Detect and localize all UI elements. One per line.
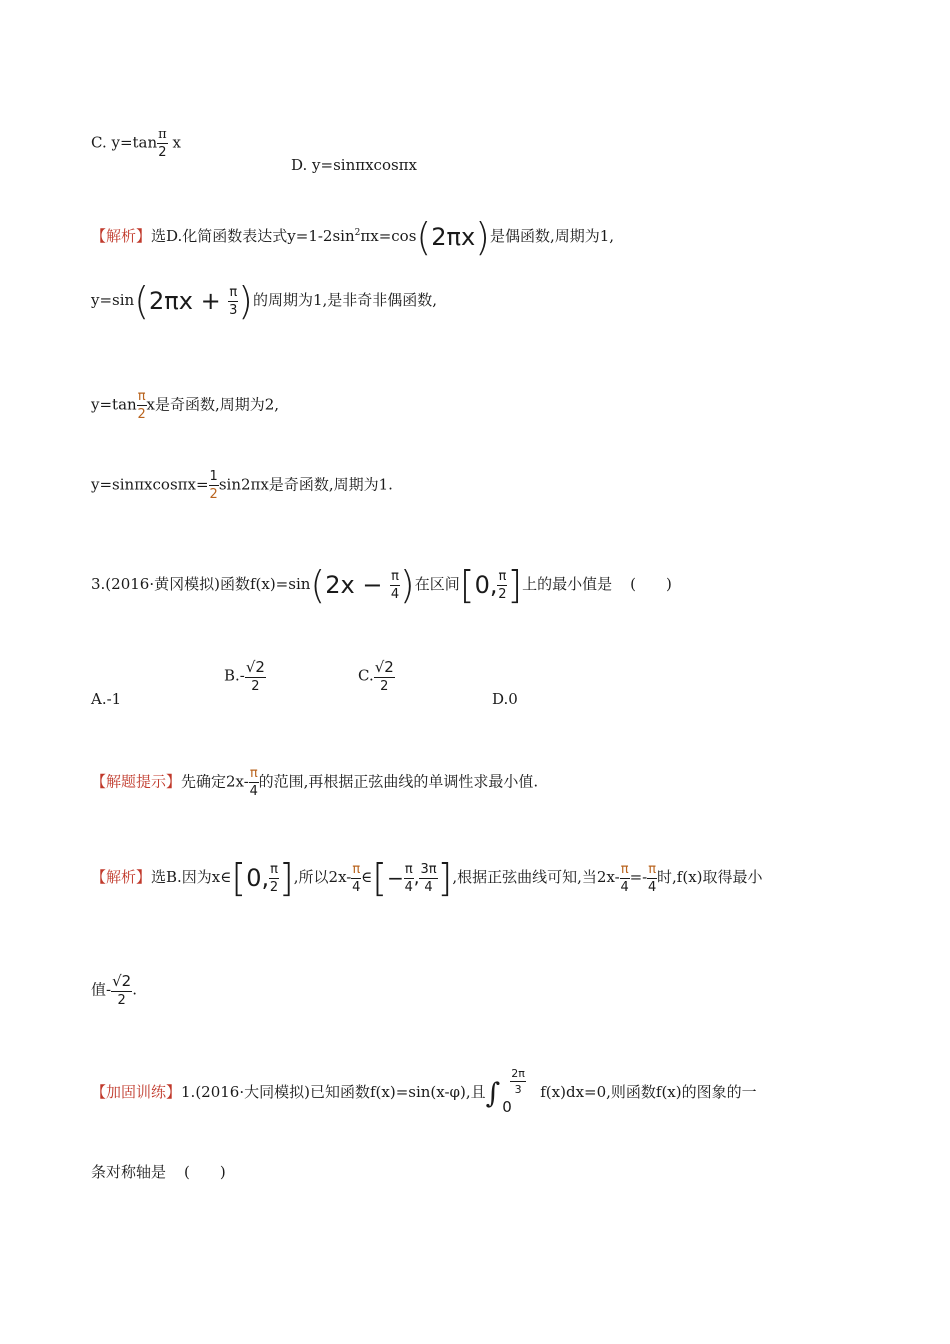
fraction: $\frac{\pi}{4}$ — [352, 861, 361, 895]
option-c: C. y=tan $\frac{\pi}{2}$ x — [91, 127, 181, 160]
integral-limits: $\frac{2\pi}{3}$ 0 — [502, 1067, 525, 1116]
fraction: $\frac{√2}{2}$ — [374, 658, 394, 694]
fraction: $\frac{√2}{2}$ — [245, 658, 265, 694]
practice: 【加固训练】1.(2016·大同模拟)已知函数f(x)=sin(x-φ),且∫ $\frac{2\pi}{3}$ 0 f(x)dx=0,则函数f(x)的图象的一 — [91, 1067, 757, 1116]
q3-option-d: D.0 — [492, 690, 518, 708]
practice-end: 条对称轴是 ( ) — [91, 1163, 226, 1181]
fraction: $\frac{\pi}{2}$ — [269, 861, 279, 895]
fraction: $\frac{√2}{2}$ — [112, 972, 132, 1008]
line-prod: y=sinπxcosπx= $\frac{1}{2}$ sin2πx是奇函数,周期为1. — [91, 469, 393, 502]
analysis-2-end: 值- $\frac{√2}{2}$ . — [91, 972, 137, 1008]
option-d: D. y=sinπxcosπx — [291, 156, 417, 174]
hint: 【解题提示】先确定2x- $\frac{\pi}{4}$ 的范围,再根据正弦曲线的单调性求最小值. — [91, 766, 539, 799]
q3-option-b: B.- $\frac{√2}{2}$ — [224, 658, 265, 694]
line-sin: y=sin(2πx + $\frac{\pi}{3}$ )的周期为1,是非奇非偶函数, — [91, 279, 438, 323]
option-c-label: C. y=tan — [91, 133, 158, 152]
analysis-1: 【解析】选D.化简函数表达式$y=1-2\sin^2\pi x=\cos(2\pi x)$是偶函数,周期为1, — [91, 215, 615, 259]
q3-option-c: C. $\frac{√2}{2}$ — [358, 658, 394, 694]
hint-tag: 【解题提示】 — [91, 772, 182, 791]
fraction: $\frac{\pi}{2}$ — [137, 389, 146, 422]
fraction: $\frac{\pi}{4}$ — [620, 861, 629, 895]
analysis-tag: 【解析】 — [91, 227, 152, 245]
fraction: $\frac{\pi}{4}$ — [249, 766, 258, 799]
fraction: $\frac{\pi}{2}$ — [158, 127, 167, 160]
fraction: $\frac{\pi}{4}$ — [390, 568, 400, 602]
practice-tag: 【加固训练】 — [91, 1083, 182, 1101]
analysis-tag: 【解析】 — [91, 868, 152, 886]
fraction: $\frac{\pi}{2}$ — [498, 568, 507, 602]
fraction: $\frac{1}{2}$ — [209, 469, 218, 502]
fraction: $\frac{\pi}{4}$ — [404, 861, 413, 895]
fraction: $\frac{\pi}{3}$ — [229, 284, 238, 318]
q3-option-a: A.-1 — [91, 690, 122, 708]
integral-sign: ∫ — [485, 1076, 501, 1110]
fraction: $\frac{\pi}{4}$ — [647, 861, 657, 895]
fraction: $\frac{3\pi}{4}$ — [420, 861, 437, 895]
analysis-2: 【解析】选B.因为x∈[0, $\frac{\pi}{2}$ ],所以2x- $\frac{\pi}{4}$ ∈[− $\frac{\pi}{4}$ , $\frac{3\pi}{4}$ ],根据正弦曲线可知,当2x- $\frac{\pi}{4}$ =- $\frac{\pi}{4}$ 时,f(x)取得最小 — [91, 856, 763, 900]
paren-expr: 2πx — [431, 223, 476, 251]
question-3: 3.(2016·黄冈模拟)函数f(x)=sin(2x − $\frac{\pi}{4}$ )在区间[0, $\frac{\pi}{2}$ ]上的最小值是 ( ) — [91, 563, 672, 607]
line-tan: y=tan $\frac{\pi}{2}$ x是奇函数,周期为2, — [91, 389, 280, 422]
